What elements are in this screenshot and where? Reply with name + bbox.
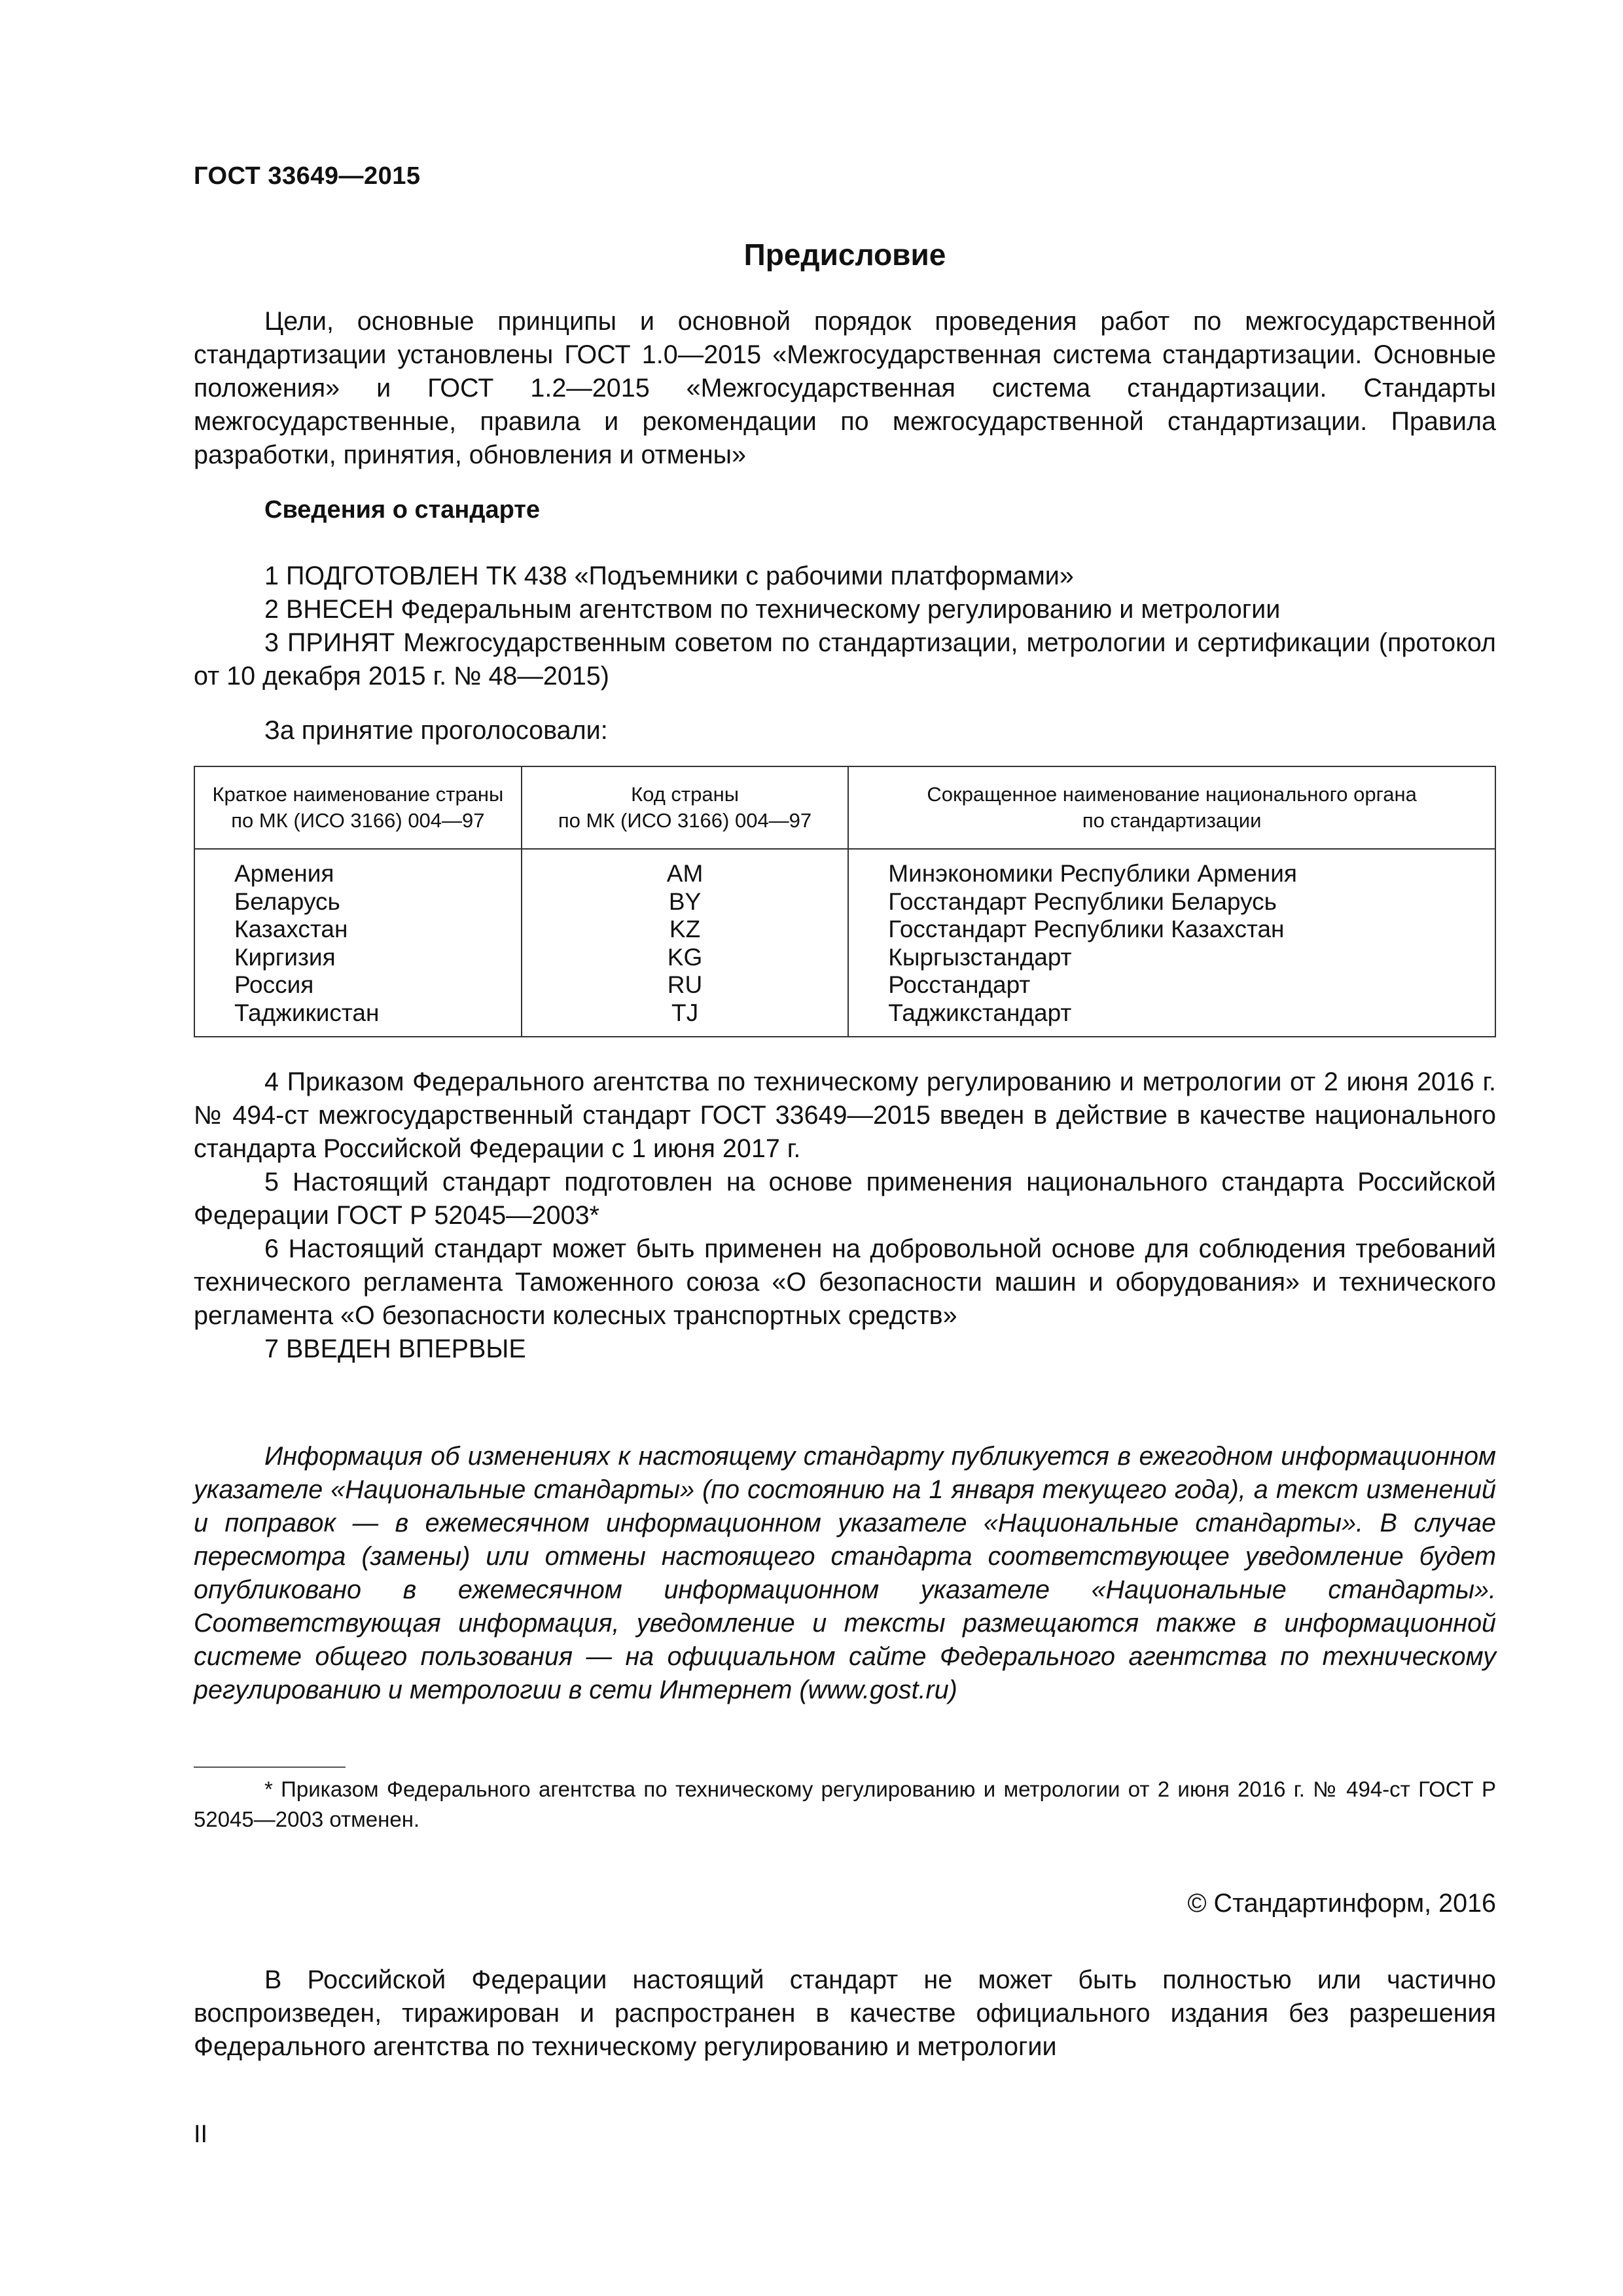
list-item: 6 Настоящий стандарт может быть применен на добровольной основе для соблюдения требований технического регламента Таможенного союза «О безопасности машин и оборудования» и технического регламента «О безопасности колесных транспортных средств» — [194, 1234, 1496, 1330]
country-code: KG — [667, 943, 703, 971]
items-bottom-list — [194, 1066, 1496, 1366]
list-item: 5 Настоящий стандарт подготовлен на основе применения национального стандарта Российской Федерации ГОСТ Р 52045—2003* — [194, 1168, 1496, 1230]
header-national-body: Сокращенное наименование национального органа по стандартизации — [848, 766, 1495, 849]
list-item: 3 ПРИНЯТ Межгосударственным советом по стандартизации, метрологии и сертификации (протокол от 10 декабря 2015 г. № 48—2015) — [194, 628, 1496, 691]
country-code: AM — [666, 860, 704, 887]
country-code: BY — [668, 888, 702, 915]
national-body: Госстандарт Республики Казахстан — [888, 916, 1285, 942]
list-item: 4 Приказом Федерального агентства по техническому регулированию и метрологии от 2 июня 2016 г. № 494-ст межгосударственный стандарт ГОСТ 33649—2015 введен в действие в качестве национального стандарта Российской Федерации с 1 июня 2017 г. — [194, 1067, 1496, 1163]
country-name: Таджикистан — [234, 999, 380, 1026]
header-country-name: Краткое наименование страны по МК (ИСО 3166) 004—97 — [194, 766, 522, 849]
country-code: KZ — [669, 916, 701, 942]
country-codes-cell — [522, 849, 848, 1037]
country-code: RU — [667, 971, 703, 998]
country-name: Россия — [234, 971, 314, 998]
country-code: TJ — [671, 999, 699, 1026]
copyright-notice: © Стандартинформ, 2016 — [1187, 1889, 1496, 1918]
national-bodies-cell — [848, 849, 1495, 1037]
reproduction-notice: В Российской Федерации настоящий стандарт не может быть полностью или частично воспроизведен, тиражирован и распространен в качестве официального издания без разрешения Федерального агентства по техническому регулированию и метрологии — [194, 1965, 1496, 2061]
votes-label: За принятие проголосовали: — [264, 716, 608, 745]
list-item: 7 ВВЕДЕН ВПЕРВЫЕ — [264, 1335, 526, 1363]
national-body: Росстандарт — [888, 971, 1031, 998]
country-names-cell — [194, 849, 522, 1037]
footnote-divider — [194, 1767, 346, 1768]
header-country-code: Код страны по МК (ИСО 3166) 004—97 — [522, 766, 848, 849]
page-title: Предисловие — [743, 238, 946, 272]
intro-paragraph: Цели, основные принципы и основной порядок проведения работ по межгосударственной стандартизации установлены ГОСТ 1.0—2015 «Межгосударственная система стандартизации. Основные положения» и ГОСТ 1.2—2015 «Межгосударственная система стандартизации. Стандарты межгосударственные, правила и рекомендации по межгосударственной стандартизации. Правила разработки, принятия, обновления и отмены» — [194, 307, 1496, 469]
votes-table — [194, 766, 1496, 1037]
country-name: Казахстан — [234, 916, 348, 942]
list-item: 2 ВНЕСЕН Федеральным агентством по техническому регулированию и метрологии — [264, 595, 1281, 624]
items-top-list — [194, 560, 1496, 693]
footnote: * Приказом Федерального агентства по техническому регулированию и метрологии от 2 июня 2016 г. № 494-ст ГОСТ Р 52045—2003 отменен. — [194, 1777, 1496, 1831]
national-body: Таджикстандарт — [888, 999, 1072, 1026]
changes-info-notice: Информация об изменениях к настоящему стандарту публикуется в ежегодном информационном указателе «Национальные стандарты» (по состоянию на 1 января текущего года), а текст изменений и поправок — в ежемесячном информационном указателе «Национальные стандарты». В случае пересмотра (замены) или отмены настоящего стандарта соответствующее уведомление будет опубликовано в ежемесячном информационном указателе «Национальные стандарты». Соответствующая информация, уведомление и тексты размещаются также в информационной системе общего пользования — на официальном сайте Федерального агентства по техническому регулированию и метрологии в сети Интернет (www.gost.ru) — [194, 1442, 1496, 1704]
national-body: Госстандарт Республики Беларусь — [888, 888, 1277, 915]
list-item: 1 ПОДГОТОВЛЕН ТК 438 «Подъемники с рабочими платформами» — [264, 562, 1074, 590]
about-standard-heading: Сведения о стандарте — [264, 496, 541, 524]
national-body: Минэкономики Республики Армения — [888, 860, 1297, 887]
document-id: ГОСТ 33649—2015 — [194, 162, 421, 190]
national-body: Кыргызстандарт — [888, 943, 1072, 971]
table-header-row — [194, 766, 1495, 849]
country-name: Армения — [234, 860, 334, 887]
page-number: II — [194, 2121, 208, 2148]
country-name: Киргизия — [234, 943, 336, 971]
country-name: Беларусь — [234, 888, 340, 915]
table-row — [194, 849, 1495, 1037]
